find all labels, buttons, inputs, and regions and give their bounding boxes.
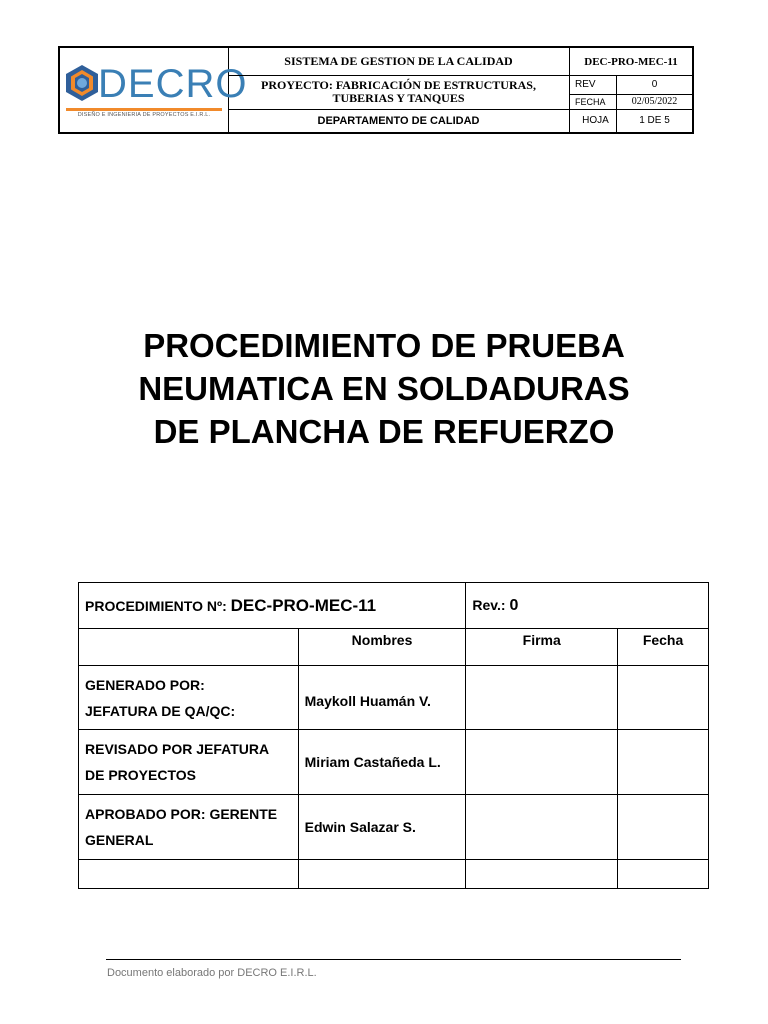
col-fecha: Fecha — [618, 629, 709, 666]
table-row — [79, 666, 709, 730]
document-header — [58, 46, 694, 134]
role-cell — [79, 730, 299, 795]
title-line-2: NEUMATICA EN SOLDADURAS — [138, 370, 630, 407]
table-row — [79, 795, 709, 860]
date-cell — [618, 730, 709, 795]
empty-cell — [79, 860, 299, 889]
signature-cell — [466, 730, 618, 795]
empty-cell — [618, 860, 709, 889]
procedure-label: PROCEDIMIENTO Nº: — [85, 597, 231, 614]
signature-cell — [466, 666, 618, 730]
doc-code: DEC-PRO-MEC-11 — [584, 55, 678, 68]
empty-row — [79, 860, 709, 889]
name-cell: Maykoll Huamán V. — [298, 666, 466, 730]
table-row — [79, 730, 709, 795]
header-row-system — [228, 48, 692, 76]
footer-divider — [106, 959, 681, 960]
hoja-value: 1 DE 5 — [639, 115, 670, 126]
date-cell — [618, 795, 709, 860]
name-cell: Edwin Salazar S. — [298, 795, 466, 860]
rev-label: REV — [570, 75, 617, 94]
fecha-value: 02/05/2022 — [631, 96, 678, 107]
col-nombres: Nombres — [298, 629, 466, 666]
logo-tagline: DISEÑO E INGENIERIA DE PROYECTOS E.I.R.L. — [77, 112, 211, 118]
hoja-label: HOJA — [570, 109, 617, 132]
revision-label: Rev.: — [472, 596, 510, 613]
header-row-department — [228, 109, 692, 132]
rev-row — [570, 75, 692, 95]
empty-cell — [466, 860, 618, 889]
department-name: DEPARTAMENTO DE CALIDAD — [228, 109, 570, 132]
role-line-1: REVISADO POR JEFATURA — [85, 741, 270, 757]
project-line-2: TUBERIAS Y TANQUES — [332, 91, 465, 105]
project-name — [228, 75, 570, 109]
company-logo — [60, 48, 248, 132]
project-line-1: PROYECTO: FABRICACIÓN DE ESTRUCTURAS, — [261, 78, 536, 92]
logo-underline — [66, 108, 222, 111]
fecha-label: FECHA — [570, 94, 617, 109]
role-line-2: JEFATURA DE QA/QC: — [85, 702, 236, 719]
system-name: SISTEMA DE GESTION DE LA CALIDAD — [228, 48, 570, 75]
logo-wordmark: DECRO — [98, 62, 248, 106]
role-cell — [79, 795, 299, 860]
role-line-2: GENERAL — [85, 832, 154, 848]
revision-cell — [466, 583, 709, 629]
signature-cell — [466, 795, 618, 860]
column-header-row — [79, 629, 709, 666]
revision-value: 0 — [509, 596, 519, 614]
fecha-row — [570, 94, 692, 109]
decro-hexagon-icon — [64, 64, 100, 102]
approval-table — [78, 582, 709, 889]
rev-value: 0 — [651, 79, 658, 90]
header-row-project — [228, 75, 692, 110]
col-firma: Firma — [466, 629, 618, 666]
empty-cell — [298, 860, 466, 889]
role-cell — [79, 666, 299, 730]
footer-text: Documento elaborado por DECRO E.I.R.L. — [107, 967, 317, 979]
blank-header-cell — [79, 629, 299, 666]
title-line-1: PROCEDIMIENTO DE PRUEBA — [143, 327, 625, 364]
document-title — [0, 324, 768, 453]
date-cell — [618, 666, 709, 730]
procedure-row — [79, 583, 709, 629]
title-line-3: DE PLANCHA DE REFUERZO — [153, 413, 615, 450]
procedure-value: DEC-PRO-MEC-11 — [230, 595, 377, 615]
role-line-2: DE PROYECTOS — [85, 767, 196, 783]
role-line-1: APROBADO POR: GERENTE — [85, 806, 278, 822]
role-line-1: GENERADO POR: — [85, 676, 205, 693]
name-cell: Miriam Castañeda L. — [298, 730, 466, 795]
procedure-number-cell — [79, 583, 466, 629]
